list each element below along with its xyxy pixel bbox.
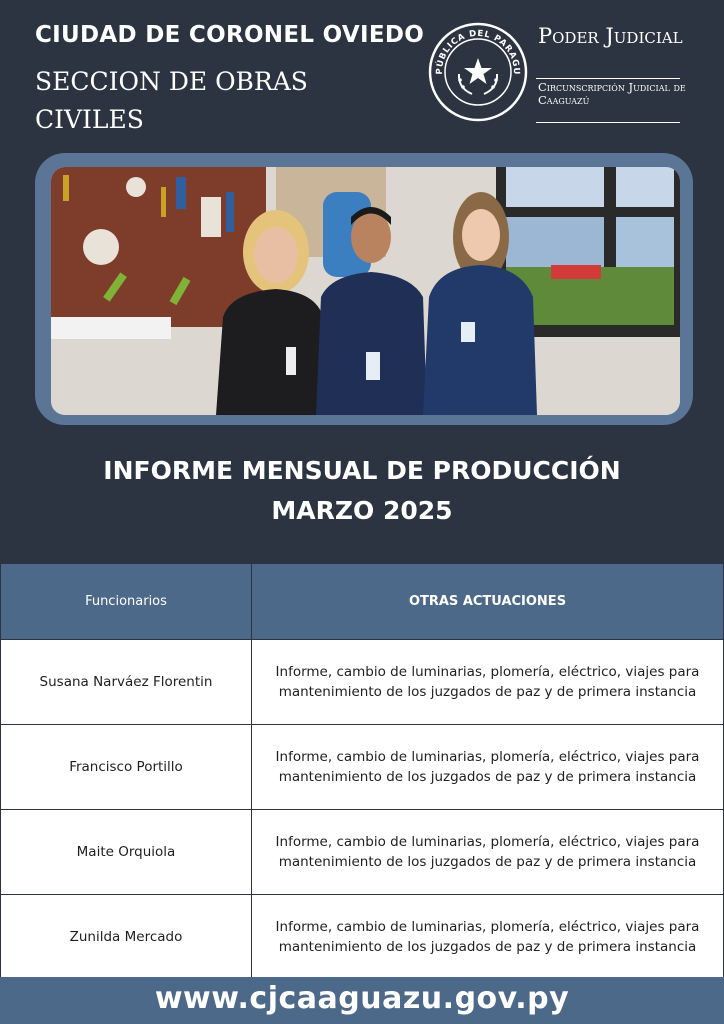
judicial-seal-logo [428, 22, 528, 122]
table-row [1, 895, 724, 980]
funcionario-name: Zunilda Mercado [1, 895, 252, 980]
column-header-otras-actuaciones: OTRAS ACTUACIONES [252, 564, 724, 640]
table-row [1, 810, 724, 895]
funcionario-name: Maite Orquiola [1, 810, 252, 895]
report-title-line2: MARZO 2025 [271, 496, 453, 525]
report-title-line1: INFORME MENSUAL DE PRODUCCIÓN [103, 456, 621, 485]
column-header-funcionarios: Funcionarios [1, 564, 252, 640]
logo-divider [536, 78, 680, 79]
funcionario-name: Francisco Portillo [1, 725, 252, 810]
svg-text:REPÚBLICA DEL PARAGUAY: PÚBLICA DEL PARAGU [434, 28, 522, 76]
header-city: CIUDAD DE CORONEL OVIEDO [35, 22, 425, 48]
actuaciones-cell: Informe, cambio de luminarias, plomería, eléctrico, viajes para mantenimiento de los juzgados de paz y de primera instancia [252, 640, 724, 725]
report-title [0, 451, 724, 531]
team-photo [51, 167, 680, 415]
table-row [1, 725, 724, 810]
poder-judicial-title: Poder Judicial [538, 24, 683, 48]
header-section: SECCION DE OBRAS CIVILES [35, 67, 308, 134]
table-header-row [1, 564, 724, 640]
production-table [0, 563, 724, 980]
actuaciones-cell: Informe, cambio de luminarias, plomería, eléctrico, viajes para mantenimiento de los juzgados de paz y de primera instancia [252, 895, 724, 980]
funcionario-name: Susana Narváez Florentin [1, 640, 252, 725]
actuaciones-cell: Informe, cambio de luminarias, plomería, eléctrico, viajes para mantenimiento de los juzgados de paz y de primera instancia [252, 725, 724, 810]
actuaciones-cell: Informe, cambio de luminarias, plomería, eléctrico, viajes para mantenimiento de los juzgados de paz y de primera instancia [252, 810, 724, 895]
circunscripcion-subtitle: Circunscripción Judicial de Caaguazú [538, 80, 686, 107]
table-row [1, 640, 724, 725]
logo-divider [536, 122, 680, 123]
footer-website-url: www.cjcaaguazu.gov.py [0, 977, 724, 1024]
